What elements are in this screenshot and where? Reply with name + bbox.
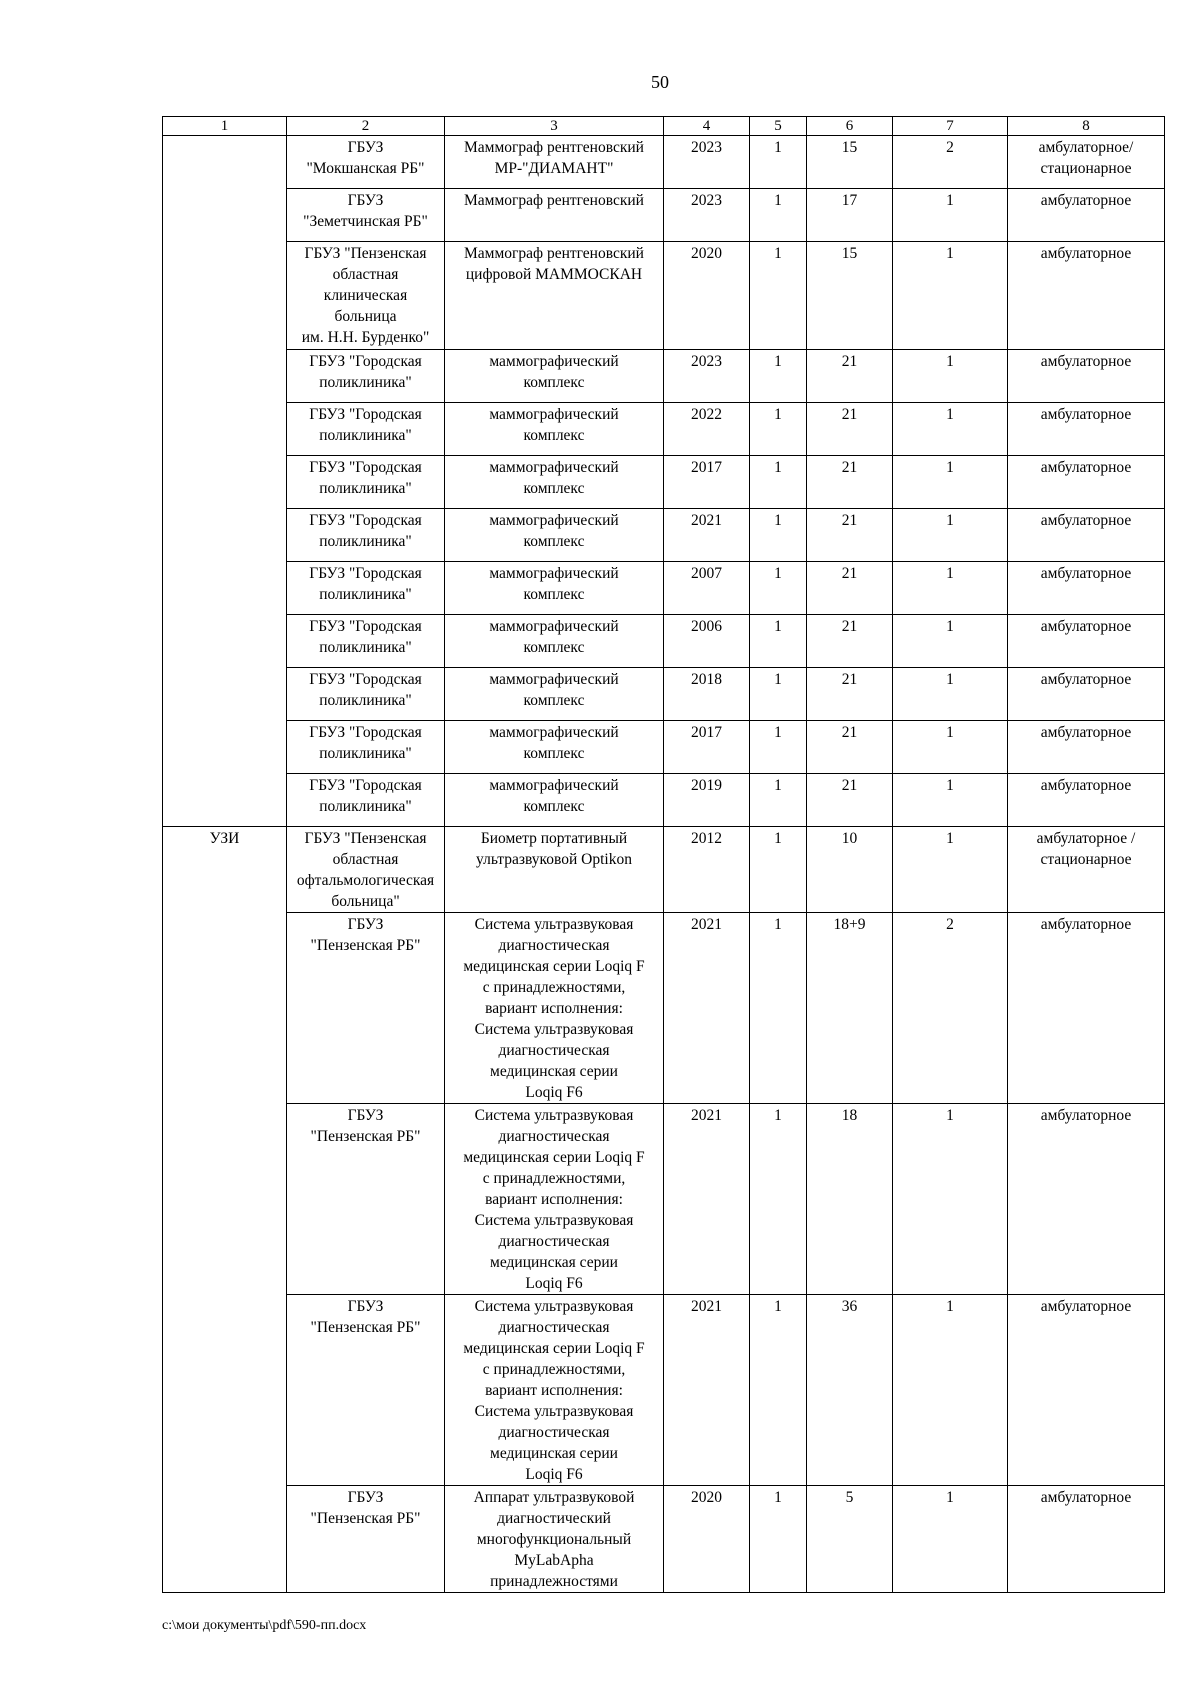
- table-row: [163, 403, 1165, 456]
- organization-text: ГБУЗ "Городская поликлиника": [309, 724, 422, 762]
- header-col-7: 7: [893, 117, 1008, 136]
- service-mode-text: амбулаторное: [1040, 406, 1132, 423]
- value-7-text: 2: [946, 139, 954, 156]
- service-mode-cell: [1008, 136, 1165, 189]
- organization-cell: [287, 350, 445, 403]
- year-text: 2017: [691, 724, 722, 741]
- equipment-text: Маммограф рентгеновский: [464, 192, 644, 209]
- equipment-cell: [445, 1295, 664, 1486]
- quantity-cell: [750, 827, 807, 913]
- year-cell: [664, 456, 750, 509]
- year-text: 2023: [691, 192, 722, 209]
- quantity-cell: [750, 615, 807, 668]
- category-cell: [163, 136, 287, 189]
- equipment-cell: [445, 136, 664, 189]
- year-cell: [664, 509, 750, 562]
- year-cell: [664, 827, 750, 913]
- organization-text: ГБУЗ "Пензенская РБ": [310, 1489, 421, 1527]
- table-row: [163, 1295, 1165, 1486]
- value-cell-7: [893, 827, 1008, 913]
- service-mode-cell: [1008, 668, 1165, 721]
- equipment-cell: [445, 721, 664, 774]
- header-col-1: 1: [163, 117, 287, 136]
- equipment-text: Маммограф рентгеновский цифровой МАММОСКАН: [464, 245, 644, 283]
- quantity-text: 1: [774, 1107, 782, 1124]
- quantity-text: 1: [774, 406, 782, 423]
- year-cell: [664, 350, 750, 403]
- value-cell-7: [893, 136, 1008, 189]
- equipment-cell: [445, 1104, 664, 1295]
- value-6-text: 21: [841, 353, 858, 370]
- year-cell: [664, 1486, 750, 1593]
- quantity-cell: [750, 913, 807, 1104]
- organization-text: ГБУЗ "Городская поликлиника": [309, 777, 422, 815]
- quantity-cell: [750, 1104, 807, 1295]
- service-mode-cell: [1008, 1295, 1165, 1486]
- year-cell: [664, 136, 750, 189]
- year-cell: [664, 721, 750, 774]
- service-mode-cell: [1008, 615, 1165, 668]
- year-text: 2021: [691, 512, 722, 529]
- page-number: 50: [651, 72, 669, 92]
- service-mode-text: амбулаторное / стационарное: [1036, 830, 1136, 868]
- equipment-text: маммографический комплекс: [489, 777, 619, 815]
- value-cell-6: [807, 189, 893, 242]
- value-cell-6: [807, 456, 893, 509]
- year-text: 2023: [691, 139, 722, 156]
- value-7-text: 1: [946, 565, 954, 582]
- value-6-text: 21: [841, 618, 858, 635]
- value-cell-6: [807, 1295, 893, 1486]
- year-text: 2006: [691, 618, 722, 635]
- equipment-text: маммографический комплекс: [489, 353, 619, 391]
- quantity-text: 1: [774, 1298, 782, 1315]
- value-6-text: 18: [841, 1107, 858, 1124]
- equipment-text: маммографический комплекс: [489, 406, 619, 444]
- equipment-text: Биометр портативный ультразвуковой Optikon: [476, 830, 632, 868]
- table-row: [163, 668, 1165, 721]
- value-6-text: 21: [841, 459, 858, 476]
- organization-text: ГБУЗ "Городская поликлиника": [309, 618, 422, 656]
- quantity-cell: [750, 456, 807, 509]
- value-cell-7: [893, 403, 1008, 456]
- quantity-cell: [750, 242, 807, 350]
- table-row: [163, 456, 1165, 509]
- quantity-cell: [750, 1486, 807, 1593]
- year-text: 2020: [691, 245, 722, 262]
- equipment-text: маммографический комплекс: [489, 565, 619, 603]
- service-mode-text: амбулаторное: [1040, 916, 1132, 933]
- service-mode-text: амбулаторное: [1040, 1298, 1132, 1315]
- quantity-text: 1: [774, 916, 782, 933]
- header-col-5: 5: [750, 117, 807, 136]
- year-cell: [664, 913, 750, 1104]
- equipment-text: маммографический комплекс: [489, 459, 619, 497]
- header-col-3: 3: [445, 117, 664, 136]
- service-mode-cell: [1008, 509, 1165, 562]
- quantity-text: 1: [774, 245, 782, 262]
- equipment-text: маммографический комплекс: [489, 512, 619, 550]
- service-mode-cell: [1008, 721, 1165, 774]
- table-row: [163, 913, 1165, 1104]
- header-col-8: 8: [1008, 117, 1165, 136]
- table-row: [163, 774, 1165, 827]
- quantity-cell: [750, 136, 807, 189]
- value-cell-7: [893, 774, 1008, 827]
- table-row: [163, 242, 1165, 350]
- quantity-text: 1: [774, 565, 782, 582]
- service-mode-cell: [1008, 774, 1165, 827]
- value-6-text: 17: [841, 192, 858, 209]
- value-7-text: 1: [946, 1298, 954, 1315]
- equipment-text: маммографический комплекс: [489, 671, 619, 709]
- service-mode-cell: [1008, 242, 1165, 350]
- organization-cell: [287, 189, 445, 242]
- category-cell: [163, 350, 287, 403]
- value-6-text: 21: [841, 724, 858, 741]
- year-cell: [664, 668, 750, 721]
- service-mode-cell: [1008, 827, 1165, 913]
- equipment-cell: [445, 615, 664, 668]
- service-mode-text: амбулаторное: [1040, 459, 1132, 476]
- header-col-4: 4: [664, 117, 750, 136]
- year-text: 2023: [691, 353, 722, 370]
- value-7-text: 1: [946, 459, 954, 476]
- equipment-cell: [445, 509, 664, 562]
- header-col-2: 2: [287, 117, 445, 136]
- equipment-cell: [445, 668, 664, 721]
- organization-cell: [287, 456, 445, 509]
- organization-text: ГБУЗ "Пензенская РБ": [310, 1298, 421, 1336]
- organization-text: ГБУЗ "Пензенская РБ": [310, 1107, 421, 1145]
- quantity-text: 1: [774, 1489, 782, 1506]
- year-text: 2021: [691, 1107, 722, 1124]
- organization-text: ГБУЗ "Пензенская РБ": [310, 916, 421, 954]
- value-cell-6: [807, 615, 893, 668]
- year-text: 2012: [691, 830, 722, 847]
- category-cell: [163, 668, 287, 721]
- category-cell: [163, 1295, 287, 1486]
- value-cell-6: [807, 350, 893, 403]
- year-text: 2018: [691, 671, 722, 688]
- year-cell: [664, 562, 750, 615]
- table-row: [163, 1486, 1165, 1593]
- category-cell: [163, 509, 287, 562]
- value-cell-6: [807, 509, 893, 562]
- service-mode-cell: [1008, 350, 1165, 403]
- table-header: [163, 117, 1165, 136]
- organization-cell: [287, 136, 445, 189]
- value-7-text: 1: [946, 1107, 954, 1124]
- value-cell-7: [893, 456, 1008, 509]
- table-row: [163, 562, 1165, 615]
- value-cell-7: [893, 189, 1008, 242]
- table-row: [163, 350, 1165, 403]
- footer-file-path: c:\мои документы\pdf\590-пп.docx: [162, 1618, 367, 1633]
- quantity-text: 1: [774, 618, 782, 635]
- organization-cell: [287, 774, 445, 827]
- service-mode-text: амбулаторное: [1040, 245, 1132, 262]
- value-6-text: 15: [841, 245, 858, 262]
- category-cell: [163, 913, 287, 1104]
- equipment-cell: [445, 350, 664, 403]
- quantity-text: 1: [774, 353, 782, 370]
- value-7-text: 1: [946, 777, 954, 794]
- service-mode-cell: [1008, 1104, 1165, 1295]
- header-row: [163, 117, 1165, 136]
- organization-cell: [287, 615, 445, 668]
- quantity-text: 1: [774, 139, 782, 156]
- category-cell: [163, 1486, 287, 1593]
- quantity-text: 1: [774, 671, 782, 688]
- equipment-cell: [445, 913, 664, 1104]
- category-cell: [163, 562, 287, 615]
- category-cell: [163, 721, 287, 774]
- service-mode-cell: [1008, 913, 1165, 1104]
- equipment-cell: [445, 562, 664, 615]
- service-mode-text: амбулаторное: [1040, 777, 1132, 794]
- category-cell: [163, 242, 287, 350]
- year-text: 2020: [691, 1489, 722, 1506]
- quantity-text: 1: [774, 724, 782, 741]
- table-row: [163, 827, 1165, 913]
- equipment-text: маммографический комплекс: [489, 724, 619, 762]
- service-mode-text: амбулаторное: [1040, 565, 1132, 582]
- equipment-cell: [445, 189, 664, 242]
- value-cell-7: [893, 721, 1008, 774]
- category-cell: [163, 827, 287, 913]
- value-6-text: 21: [841, 565, 858, 582]
- table-row: [163, 721, 1165, 774]
- category-cell: [163, 615, 287, 668]
- value-cell-6: [807, 1104, 893, 1295]
- service-mode-text: амбулаторное: [1040, 353, 1132, 370]
- year-text: 2022: [691, 406, 722, 423]
- service-mode-cell: [1008, 456, 1165, 509]
- year-text: 2021: [691, 1298, 722, 1315]
- value-cell-6: [807, 562, 893, 615]
- equipment-text: Маммограф рентгеновский МР-"ДИАМАНТ": [464, 139, 644, 177]
- value-cell-7: [893, 668, 1008, 721]
- service-mode-text: амбулаторное: [1040, 1107, 1132, 1124]
- value-cell-7: [893, 1486, 1008, 1593]
- year-cell: [664, 242, 750, 350]
- value-cell-7: [893, 509, 1008, 562]
- equipment-text: Система ультразвуковая диагностическая медицинская серии Loqiq F с принадлежностями, вариант исполнения: Система ультразвуковая диагностическая медицинская серии Loqiq F6: [463, 1107, 645, 1292]
- organization-text: ГБУЗ "Городская поликлиника": [309, 565, 422, 603]
- equipment-cell: [445, 403, 664, 456]
- equipment-text: Система ультразвуковая диагностическая медицинская серии Loqiq F с принадлежностями, вариант исполнения: Система ультразвуковая диагностическая медицинская серии Loqiq F6: [463, 1298, 645, 1483]
- service-mode-cell: [1008, 1486, 1165, 1593]
- quantity-cell: [750, 403, 807, 456]
- equipment-cell: [445, 456, 664, 509]
- value-cell-7: [893, 350, 1008, 403]
- value-cell-6: [807, 242, 893, 350]
- organization-cell: [287, 1295, 445, 1486]
- organization-cell: [287, 668, 445, 721]
- value-cell-6: [807, 403, 893, 456]
- value-6-text: 15: [841, 139, 858, 156]
- quantity-cell: [750, 350, 807, 403]
- organization-cell: [287, 827, 445, 913]
- quantity-text: 1: [774, 192, 782, 209]
- organization-cell: [287, 509, 445, 562]
- organization-text: ГБУЗ "Пензенская областная офтальмологическая больница": [296, 830, 435, 910]
- equipment-text: Система ультразвуковая диагностическая медицинская серии Loqiq F с принадлежностями, вариант исполнения: Система ультразвуковая диагностическая медицинская серии Loqiq F6: [463, 916, 645, 1101]
- table-row: [163, 136, 1165, 189]
- equipment-cell: [445, 774, 664, 827]
- quantity-cell: [750, 721, 807, 774]
- equipment-cell: [445, 827, 664, 913]
- value-cell-6: [807, 668, 893, 721]
- value-7-text: 2: [946, 916, 954, 933]
- quantity-cell: [750, 509, 807, 562]
- equipment-text: Аппарат ультразвуковой диагностический многофункциональный MyLabApha принадлежностями: [473, 1489, 635, 1590]
- equipment-cell: [445, 1486, 664, 1593]
- year-text: 2007: [691, 565, 722, 582]
- organization-cell: [287, 562, 445, 615]
- service-mode-cell: [1008, 562, 1165, 615]
- value-cell-6: [807, 913, 893, 1104]
- value-cell-7: [893, 615, 1008, 668]
- service-mode-text: амбулаторное/ стационарное: [1038, 139, 1134, 177]
- service-mode-cell: [1008, 403, 1165, 456]
- quantity-cell: [750, 189, 807, 242]
- value-7-text: 1: [946, 406, 954, 423]
- year-cell: [664, 774, 750, 827]
- equipment-cell: [445, 242, 664, 350]
- value-7-text: 1: [946, 1489, 954, 1506]
- organization-cell: [287, 242, 445, 350]
- value-cell-6: [807, 774, 893, 827]
- value-cell-7: [893, 1295, 1008, 1486]
- quantity-cell: [750, 1295, 807, 1486]
- value-6-text: 21: [841, 777, 858, 794]
- table-body: [163, 136, 1165, 1593]
- value-cell-6: [807, 827, 893, 913]
- value-7-text: 1: [946, 830, 954, 847]
- organization-cell: [287, 403, 445, 456]
- organization-text: ГБУЗ "Городская поликлиника": [309, 459, 422, 497]
- value-7-text: 1: [946, 671, 954, 688]
- service-mode-text: амбулаторное: [1040, 671, 1132, 688]
- value-7-text: 1: [946, 192, 954, 209]
- value-6-text: 21: [841, 406, 858, 423]
- organization-cell: [287, 1104, 445, 1295]
- value-cell-6: [807, 1486, 893, 1593]
- quantity-cell: [750, 774, 807, 827]
- value-cell-7: [893, 242, 1008, 350]
- category-cell: [163, 189, 287, 242]
- service-mode-text: амбулаторное: [1040, 724, 1132, 741]
- quantity-text: 1: [774, 512, 782, 529]
- value-7-text: 1: [946, 512, 954, 529]
- value-7-text: 1: [946, 245, 954, 262]
- service-mode-text: амбулаторное: [1040, 192, 1132, 209]
- value-6-text: 18+9: [833, 916, 866, 933]
- category-text: УЗИ: [209, 830, 240, 847]
- service-mode-text: амбулаторное: [1040, 618, 1132, 635]
- value-7-text: 1: [946, 353, 954, 370]
- organization-text: ГБУЗ "Земетчинская РБ": [303, 192, 428, 230]
- quantity-cell: [750, 562, 807, 615]
- value-6-text: 10: [841, 830, 858, 847]
- table-row: [163, 1104, 1165, 1295]
- value-6-text: 5: [845, 1489, 854, 1506]
- year-cell: [664, 1104, 750, 1295]
- value-6-text: 21: [841, 671, 858, 688]
- value-cell-6: [807, 136, 893, 189]
- year-cell: [664, 615, 750, 668]
- value-cell-7: [893, 913, 1008, 1104]
- organization-text: ГБУЗ "Городская поликлиника": [309, 353, 422, 391]
- year-cell: [664, 189, 750, 242]
- service-mode-cell: [1008, 189, 1165, 242]
- table-row: [163, 509, 1165, 562]
- category-cell: [163, 774, 287, 827]
- category-cell: [163, 1104, 287, 1295]
- equipment-table: [162, 116, 1165, 1593]
- value-cell-7: [893, 1104, 1008, 1295]
- organization-cell: [287, 913, 445, 1104]
- organization-text: ГБУЗ "Пензенская областная клиническая больница им. Н.Н. Бурденко": [301, 245, 430, 346]
- quantity-text: 1: [774, 459, 782, 476]
- organization-cell: [287, 721, 445, 774]
- organization-text: ГБУЗ "Мокшанская РБ": [306, 139, 425, 177]
- organization-cell: [287, 1486, 445, 1593]
- year-text: 2019: [691, 777, 722, 794]
- year-cell: [664, 1295, 750, 1486]
- organization-text: ГБУЗ "Городская поликлиника": [309, 406, 422, 444]
- quantity-text: 1: [774, 777, 782, 794]
- year-text: 2021: [691, 916, 722, 933]
- category-cell: [163, 403, 287, 456]
- quantity-cell: [750, 668, 807, 721]
- category-cell: [163, 456, 287, 509]
- equipment-text: маммографический комплекс: [489, 618, 619, 656]
- value-7-text: 1: [946, 618, 954, 635]
- quantity-text: 1: [774, 830, 782, 847]
- service-mode-text: амбулаторное: [1040, 512, 1132, 529]
- table-row: [163, 189, 1165, 242]
- value-cell-6: [807, 721, 893, 774]
- service-mode-text: амбулаторное: [1040, 1489, 1132, 1506]
- header-col-6: 6: [807, 117, 893, 136]
- value-cell-7: [893, 562, 1008, 615]
- year-text: 2017: [691, 459, 722, 476]
- table-row: [163, 615, 1165, 668]
- year-cell: [664, 403, 750, 456]
- value-6-text: 21: [841, 512, 858, 529]
- organization-text: ГБУЗ "Городская поликлиника": [309, 671, 422, 709]
- organization-text: ГБУЗ "Городская поликлиника": [309, 512, 422, 550]
- value-7-text: 1: [946, 724, 954, 741]
- value-6-text: 36: [841, 1298, 858, 1315]
